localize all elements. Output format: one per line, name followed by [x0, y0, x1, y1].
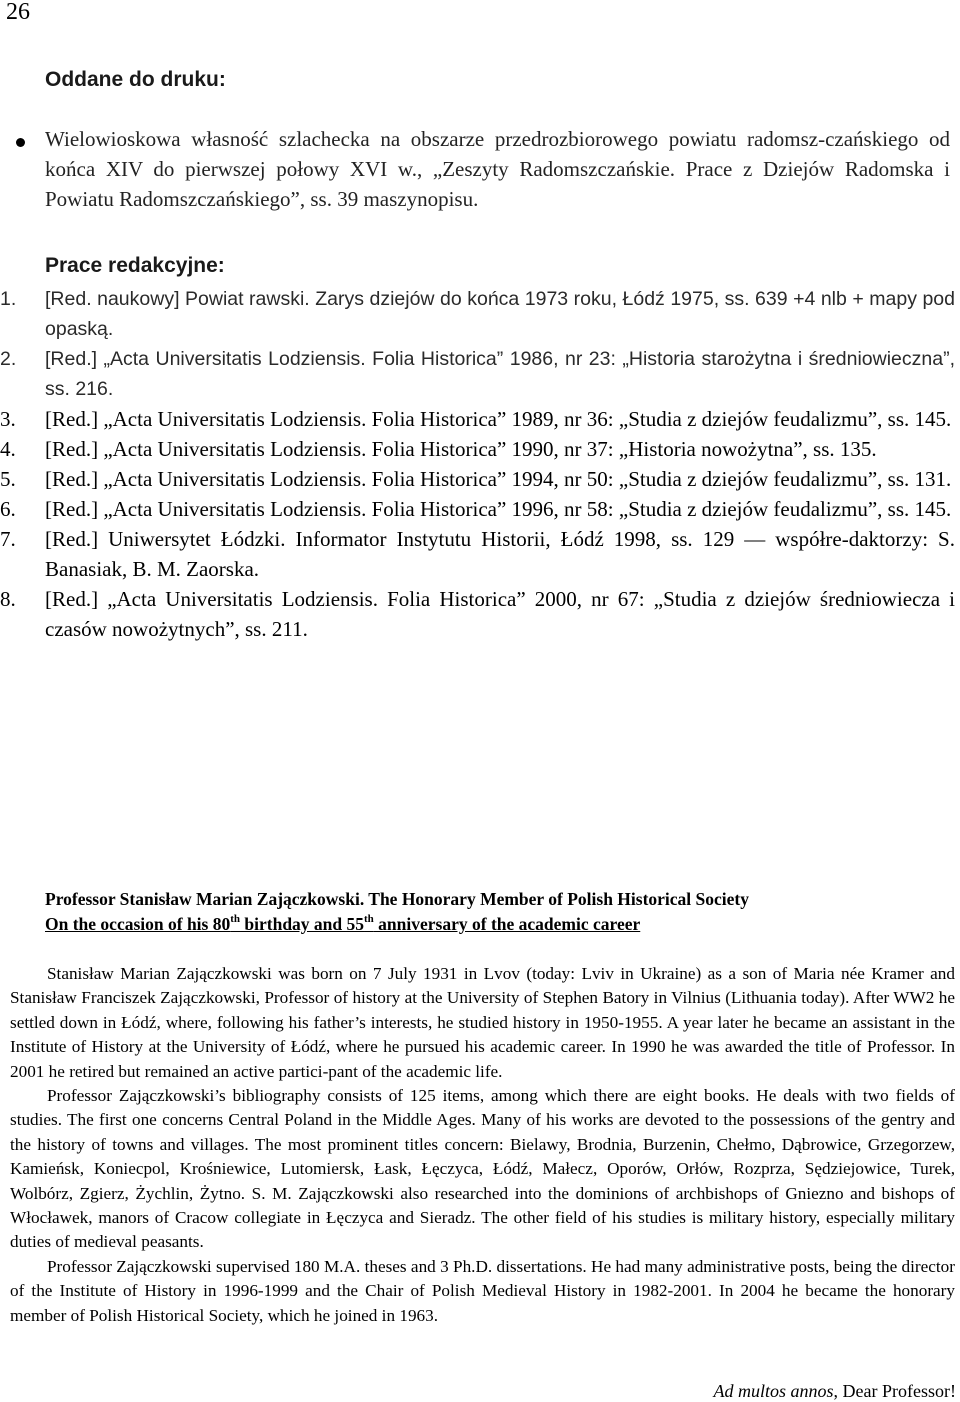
editorial-list: [0, 280, 960, 644]
heading-editorial: Prace redakcyjne:: [45, 254, 225, 277]
bio-paragraph: Professor Zajączkowski’s bibliography consists of 125 items, among which there are eight books. He deals with two fields of studies. The first one concerns Central Poland in the Middle Ages. Many of his works are devoted to the possessions of the gentry and the history of towns and villages. The most prominent titles concern: Bielawy, Brodnia, Burzenin, Chełmo, Dąbrowice, Grzegorzew, Kamieńsk, Koniecpol, Krośniewice, Lutomiersk, Łask, Łęczyca, Łódź, Małecz, Oporów, Orłów, Rozprza, Sędziejowice, Turek, Wolbórz, Zgierz, Żychlin, Żytno. S. M. Zajączkowski also researched into the dominions of archbishops of Gniezno and bishops of Włocławek, manors of Cracow collegiate in Łęczyca and Sieradz. The other field of his studies is military history, especially military duties of medieval peasants.: [10, 1086, 955, 1252]
closing-italic: Ad multos annos: [713, 1381, 834, 1401]
list-item: [0, 284, 960, 344]
item-text: [Red.] „Acta Universitatis Lodziensis. Folia Historica” 1989, nr 36: „Studia z dziejów feudalizmu”, ss. 145.: [45, 407, 952, 431]
item-text: [Red.] „Acta Universitatis Lodziensis. Folia Historica” 1994, nr 50: „Studia z dziejów feudalizmu”, ss. 131.: [45, 467, 952, 491]
item-number: 3.: [0, 407, 16, 431]
item-number: 4.: [0, 437, 16, 461]
list-item: [0, 464, 960, 494]
item-number: 5.: [0, 467, 16, 491]
item-text: [Red.] „Acta Universitatis Lodziensis. Folia Historica” 1996, nr 58: „Studia z dziejów feudalizmu”, ss. 145.: [45, 497, 952, 521]
bio-title-sup: th: [364, 913, 374, 926]
item-number: 8.: [0, 587, 16, 611]
bio-paragraph: Stanisław Marian Zajączkowski was born on 7 July 1931 in Lvov (today: Lviv in Ukraine) as a son of Maria née Kramer and Stanisław Franciszek Zajączkowski, Professor of history at the University of Stephen Batory in Vilnius (Lithuania today). After WW2 he settled down in Łódź, where, following his father’s interests, he studied history in 1950-1955. A year later he became an assistant in the Institute of History at the University of Łódź, where he pursued his academic career. In 1990 he was awarded the title of Professor. In 2001 he retired but remained an active partici-pant of the academic life.: [10, 964, 955, 1081]
bio-title-part: On the occasion of his 80: [45, 914, 231, 934]
bio-title-sup: th: [230, 913, 241, 926]
bio-paragraph: Professor Zajączkowski supervised 180 M.A. theses and 3 Ph.D. dissertations. He had many administrative posts, being the director of the Institute of History in 1996-1999 and the Chair of Polish Medieval History in 1982-2001. In 2004 he became the honorary member of Polish Historical Society, which he joined in 1963.: [10, 1256, 955, 1325]
item-text: [Red.] „Acta Universitatis Lodziensis. Folia Historica” 1990, nr 37: „Historia nowożytna”, ss. 135.: [45, 437, 877, 461]
list-item: [0, 404, 960, 434]
item-text: [Red. naukowy] Powiat rawski. Zarys dziejów do końca 1973 roku, Łódź 1975, ss. 639 +4 nlb + mapy pod opaską.: [45, 288, 955, 340]
list-item: [0, 524, 960, 584]
bio-body: [10, 962, 955, 1328]
bio-title-line1: Professor Stanisław Marian Zajączkowski. The Honorary Member of Polish Historical Society: [45, 889, 749, 909]
item-number: 1.: [0, 288, 17, 310]
list-item: [0, 584, 960, 644]
item-number: 6.: [0, 497, 16, 521]
item-number: 2.: [0, 348, 17, 370]
bio-title-part: birthday and 55: [240, 914, 365, 934]
bullet-icon: [16, 138, 25, 147]
item-text: [Red.] „Acta Universitatis Lodziensis. Folia Historica” 2000, nr 67: „Studia z dziejów średniowiecza i czasów nowożytnych”, ss. 211.: [45, 587, 955, 641]
closing-line: [714, 1380, 956, 1402]
bio-title: [45, 887, 925, 937]
bio-title-line2: [45, 912, 925, 937]
bullet-item: Wielowioskowa własność szlachecka na obszarze przedrozbiorowego powiatu radomsz-czańskiego od końca XIV do pierwszej połowy XVI w., „Zeszyty Radomszczańskie. Prace z Dziejów Radomska i Powiatu Radomszczańskiego”, ss. 39 maszynopisu.: [45, 127, 950, 211]
list-item: [0, 434, 960, 464]
page-number: 26: [6, 0, 30, 25]
item-number: 7.: [0, 527, 16, 551]
item-text: [Red.] „Acta Universitatis Lodziensis. Folia Historica” 1986, nr 23: „Historia starożytna i średniowieczna”, ss. 216.: [45, 348, 955, 400]
list-item: [0, 344, 960, 404]
closing-rest: , Dear Professor!: [833, 1381, 956, 1401]
item-text: [Red.] Uniwersytet Łódzki. Informator Instytutu Historii, Łódź 1998, ss. 129 — współre-daktorzy: S. Banasiak, B. M. Zaorska.: [45, 527, 955, 581]
heading-printed: Oddane do druku:: [45, 68, 226, 91]
list-item: [0, 494, 960, 524]
bio-title-part: anniversary of the academic career: [373, 914, 641, 934]
